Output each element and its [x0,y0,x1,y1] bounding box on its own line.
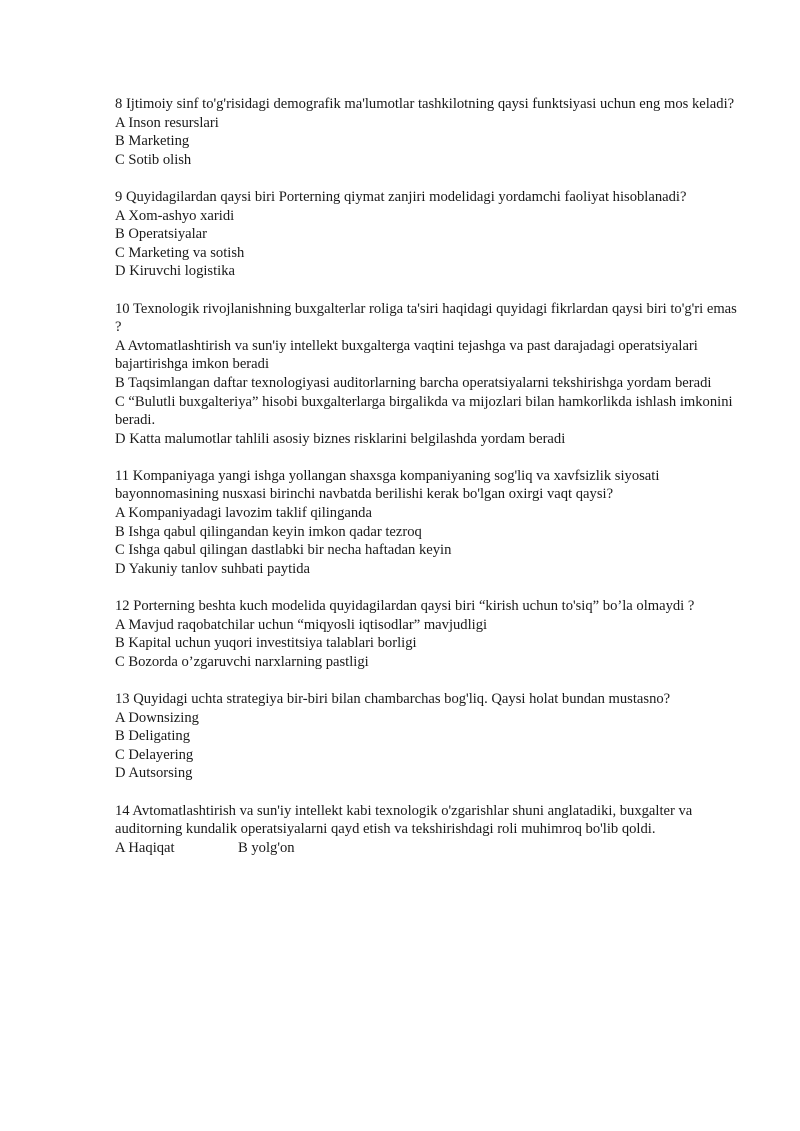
answer-option: B Kapital uchun yuqori investitsiya talablari borligi [115,635,417,652]
answer-option: C Delayering [115,746,194,763]
answer-option: C Bozorda o’zgaruvchi narxlarning pastligi [115,653,369,670]
question-12 [115,597,745,671]
question-text: 11 Kompaniyaga yangi ishga yollangan shaxsga kompaniyaning sog'liq va xavfsizlik siyosati bayonnomasining nusxasi birinchi navbatda berilishi kerak bo'lgan oxirgi vaqt qaysi? [115,467,660,503]
question-text: 13 Quyidagi uchta strategiya bir-biri bilan chambarchas bog'liq. Qaysi holat bundan mustasno? [115,691,671,707]
answer-option: A Xom-ashyo xaridi [115,207,235,224]
answer-option: B yolg'on [238,839,295,856]
answer-option: B Taqsimlangan daftar texnologiyasi auditorlarning barcha operatsiyalarni tekshirishga yordam beradi [115,374,712,391]
question-text: 10 Texnologik rivojlanishning buxgalterlar roliga ta'siri haqidagi quyidagi fikrlardan qaysi biri to'g'ri emas ? [115,300,737,336]
answer-option: D Katta malumotlar tahlili asosiy biznes risklarini belgilashda yordam beradi [115,430,566,447]
answer-option: D Yakuniy tanlov suhbati paytida [115,560,310,577]
answer-option: A Inson resurslari [115,114,219,131]
question-9 [115,188,745,281]
answer-option: A Mavjud raqobatchilar uchun “miqyosli iqtisodlar” mavjudligi [115,616,488,633]
question-text: 9 Quyidagilardan qaysi biri Porterning qiymat zanjiri modelidagi yordamchi faoliyat hisoblanadi? [115,188,687,205]
question-14 [115,802,745,858]
answer-options-row [115,839,745,858]
answer-option: C Sotib olish [115,151,192,168]
answer-option: D Kiruvchi logistika [115,263,235,280]
answer-option: C “Bulutli buxgalteriya” hisobi buxgalterlarga birgalikda va mijozlari bilan hamkorlikda ishlash imkonini beradi. [115,393,733,429]
question-text: 8 Ijtimoiy sinf to'g'risidagi demografik ma'lumotlar tashkilotning qaysi funktsiyasi uchun eng mos keladi? [115,96,735,112]
document-page [115,95,745,876]
answer-option: B Deligating [115,728,190,745]
question-text: 12 Porterning beshta kuch modelida quyidagilardan qaysi biri “kirish uchun to'siq” bo’la olmaydi ? [115,598,695,615]
answer-option: C Ishga qabul qilingan dastlabki bir necha haftadan keyin [115,542,452,559]
answer-option: A Avtomatlashtirish va sun'iy intellekt buxgalterga vaqtini tejashga va past darajadagi operatsiyalari bajartirishga imkon beradi [115,337,698,373]
question-8 [115,95,745,169]
question-10 [115,300,745,449]
question-13 [115,690,745,783]
answer-option: A Haqiqat [115,839,175,856]
answer-option: B Marketing [115,133,190,150]
answer-option: B Operatsiyalar [115,226,207,243]
answer-option: A Kompaniyadagi lavozim taklif qilinganda [115,505,372,522]
answer-option: B Ishga qabul qilingandan keyin imkon qadar tezroq [115,523,422,540]
question-text: 14 Avtomatlashtirish va sun'iy intellekt kabi texnologik o'zgarishlar shuni anglatadiki, buxgalter va auditorning kundalik operatsiyalarni qayd etish va tekshirishdagi roli muhimroq bo'lib qoldi. [115,802,693,838]
answer-option: D Autsorsing [115,765,193,782]
answer-option: C Marketing va sotish [115,244,245,261]
answer-option: A Downsizing [115,709,199,726]
question-11 [115,467,745,579]
